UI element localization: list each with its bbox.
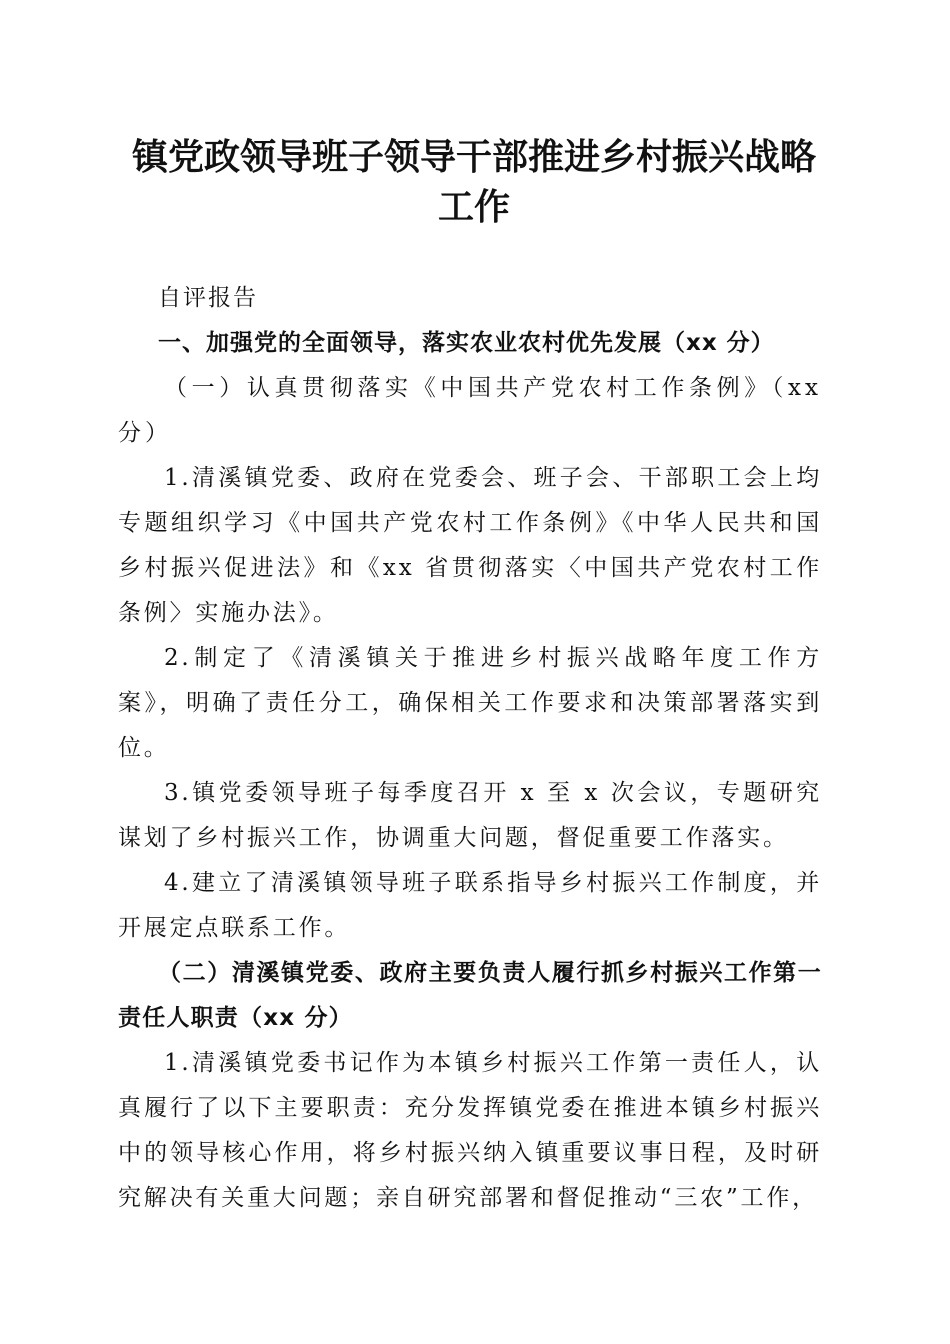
subsection-1-item-4: 4.建立了清溪镇领导班子联系指导乡村振兴工作制度，并开展定点联系工作。 bbox=[118, 870, 822, 941]
subsection-1-item-3: 3.镇党委领导班子每季度召开 x 至 x 次会议，专题研究谋划了乡村振兴工作，协调重大问题，督促重要工作落实。 bbox=[118, 780, 822, 851]
section-1-heading: 一、加强党的全面领导，落实农业农村优先发展（xx 分） bbox=[158, 330, 775, 356]
subsection-2-item-1: 1.清溪镇党委书记作为本镇乡村振兴工作第一责任人，认真履行了以下主要职责：充分发挥镇党委在推进本镇乡村振兴中的领导核心作用，将乡村振兴纳入镇重要议事日程，及时研究解决有关重大问题；亲自研究部署和督促推动“三农”工作， bbox=[118, 1050, 822, 1211]
subsection-1-heading: （一）认真贯彻落实《中国共产党农村工作条例》（xx 分） bbox=[118, 375, 822, 446]
document-body bbox=[118, 276, 822, 1221]
subsection-2-heading: （二）清溪镇党委、政府主要负责人履行抓乡村振兴工作第一责任人职责（xx 分） bbox=[118, 960, 822, 1031]
document-subtitle: 自评报告 bbox=[158, 285, 258, 311]
subsection-1-item-1: 1.清溪镇党委、政府在党委会、班子会、干部职工会上均专题组织学习《中国共产党农村工作条例》《中华人民共和国乡村振兴促进法》和《xx 省贯彻落实〈中国共产党农村工作条例〉实施办法》。 bbox=[118, 465, 822, 626]
subsection-1-item-2: 2.制定了《清溪镇关于推进乡村振兴战略年度工作方案》，明确了责任分工，确保相关工作要求和决策部署落实到位。 bbox=[118, 645, 822, 761]
document-title: 镇党政领导班子领导干部推进乡村振兴战略工作 bbox=[131, 136, 816, 228]
